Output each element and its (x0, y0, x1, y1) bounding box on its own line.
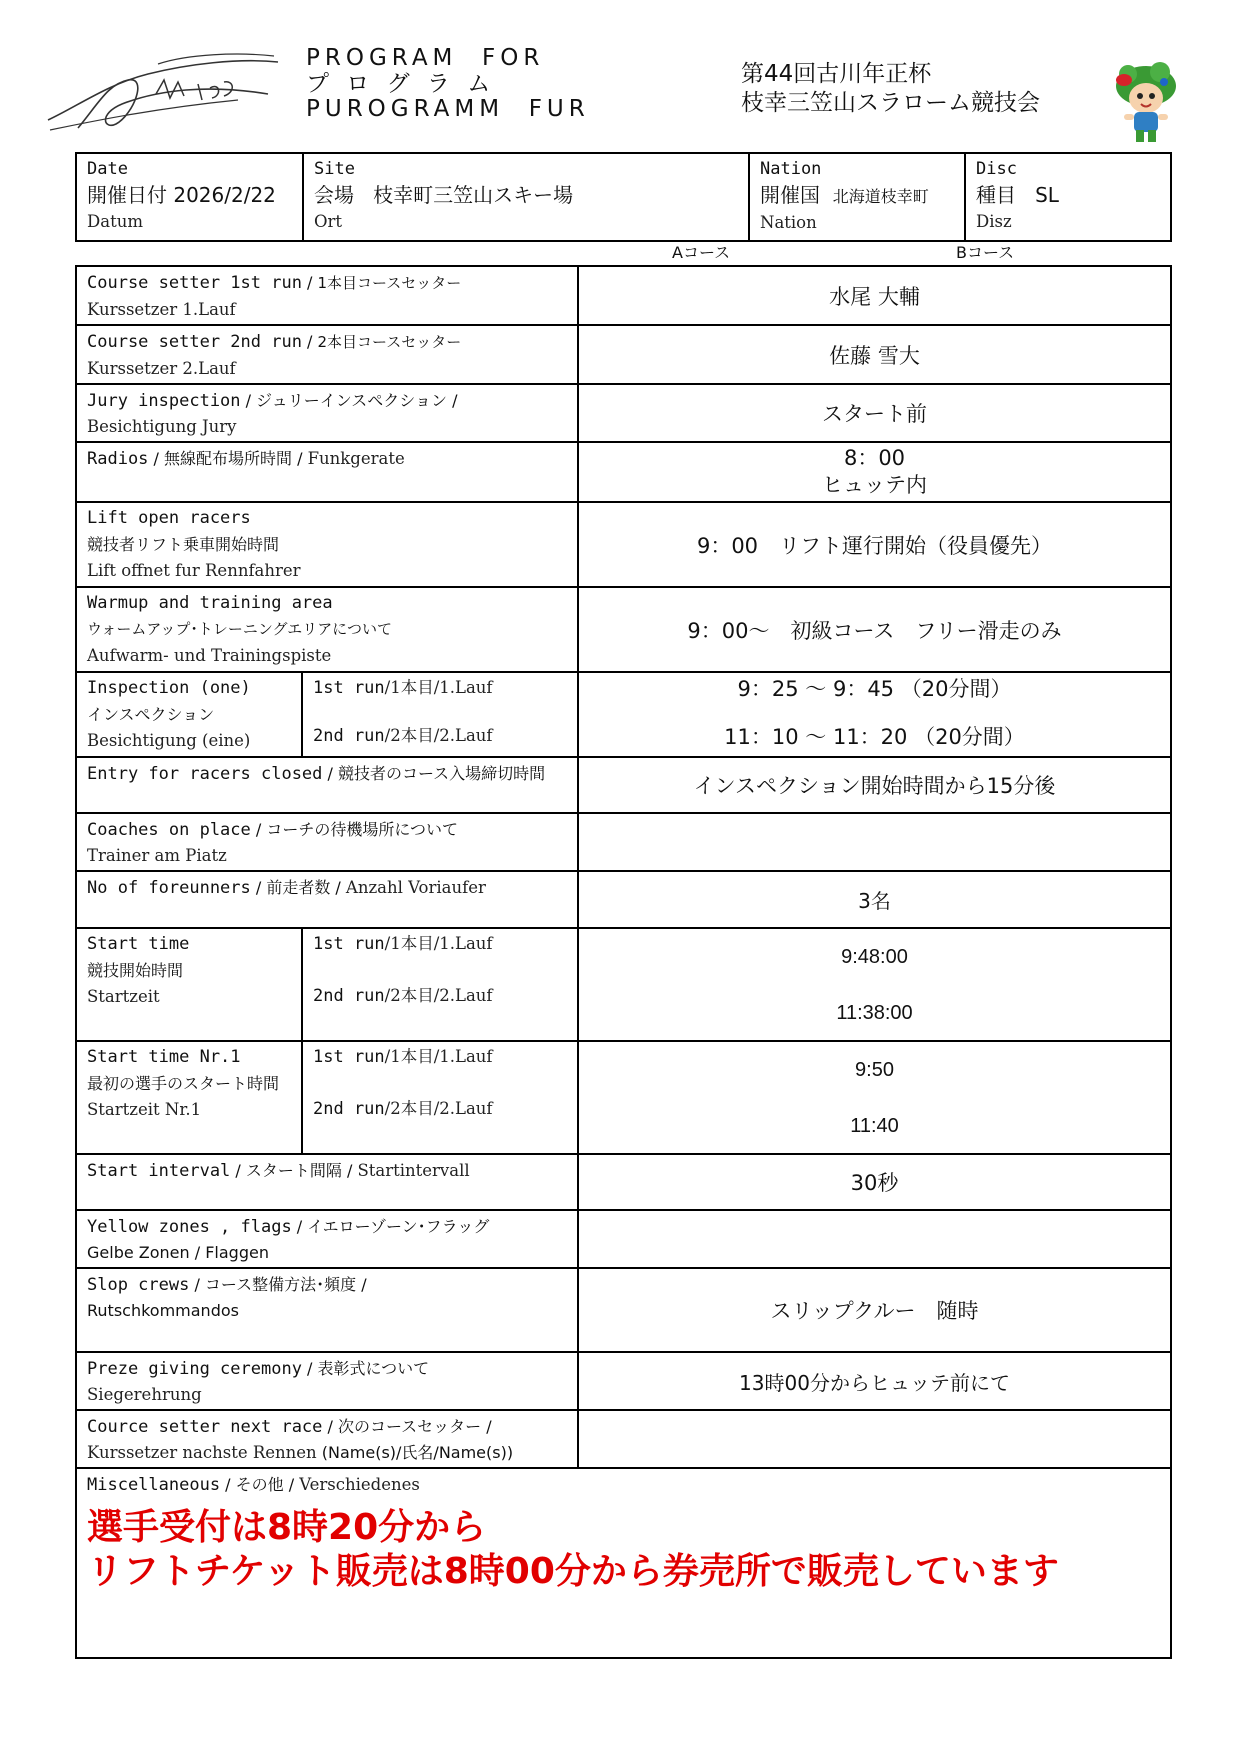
start-nr1-run2-sub: /2本目/2.Lauf (384, 1099, 493, 1118)
interval-de: Startintervall (357, 1161, 470, 1180)
interval-ja: スタート間隔 (245, 1161, 342, 1180)
row-interval: Start interval / スタート間隔 / Startintervall 30秒 (76, 1154, 1171, 1210)
setter2-de: Kurssetzer 2.Lauf (87, 359, 236, 378)
start-nr1-de: Startzeit Nr.1 (87, 1100, 202, 1119)
slip-value: スリップクルー 随時 (578, 1268, 1171, 1352)
row-lift (76, 502, 1171, 587)
date-label-de: Datum (87, 212, 143, 231)
event-info-table (75, 152, 1172, 242)
radios-de: Funkgerate (307, 449, 405, 468)
row-prize: Preze giving ceremony / 表彰式について Siegerehrung 13時00分からヒュッテ前にて (76, 1352, 1171, 1410)
yellow-en: Yellow zones , flags (87, 1217, 292, 1237)
row-yellow: Yellow zones , flags / イエローゾーン･フラッグ Gelbe Zonen / Flaggen (76, 1210, 1171, 1268)
interval-en: Start interval (87, 1161, 231, 1181)
start-nr1-run1-sub: /1本目/1.Lauf (384, 1047, 493, 1066)
entry-value: インスペクション開始時間から15分後 (578, 757, 1171, 813)
setter1-en: Course setter 1st run (87, 273, 302, 293)
disc-label-en: Disc (976, 159, 1017, 179)
disc-cell (965, 153, 1171, 241)
event-title-line1: 第44回古川年正杯 (741, 61, 932, 87)
row-setter1: Course setter 1st run / 1本目コースセッター Kurssetzer 1.Lauf 水尾 大輔 (76, 266, 1171, 325)
next-setter-de: Kurssetzer nachste Rennen (87, 1443, 317, 1462)
nation-cell (749, 153, 965, 241)
inspection-run2: 2nd run (313, 726, 385, 746)
misc-note-reception: 選手受付は8時20分から (87, 1507, 487, 1548)
nation-label-de: Nation (760, 213, 817, 232)
lift-en: Lift open racers (87, 508, 251, 528)
date-label-ja: 開催日付 (87, 183, 167, 207)
inspection-value-run2: 11：10 ～ 11：20 （20分間） (724, 725, 1025, 749)
inspection-value-run1: 9：25 ～ 9：45 （20分間） (737, 677, 1012, 701)
prize-value: 13時00分からヒュッテ前にて (578, 1352, 1171, 1410)
start-nr1-value-run1: 9:50 (855, 1058, 894, 1081)
lift-value: 9：00 リフト運行開始（役員優先） (578, 502, 1171, 587)
coaches-value (578, 813, 1171, 871)
start-time-ja: 競技開始時間 (87, 961, 184, 980)
row-setter2: Course setter 2nd run / 2本目コースセッター Kurssetzer 2.Lauf 佐藤 雪大 (76, 325, 1171, 384)
forerunners-ja: 前走者数 (266, 878, 331, 897)
site-label-ja: 会場 (314, 183, 354, 207)
row-start-time (76, 928, 1171, 1041)
slip-en: Slop crews (87, 1275, 190, 1295)
start-nr1-value-run2: 11:40 (850, 1114, 899, 1137)
misc-notes (87, 1506, 1160, 1594)
mascot-icon (1108, 60, 1184, 146)
start-nr1-run1: 1st run (313, 1047, 385, 1067)
disc-value: SL (1035, 183, 1059, 207)
start-time-run2: 2nd run (313, 986, 385, 1006)
program-line-ja: プ ロ グ ラ ム (306, 70, 496, 97)
row-start-nr1 (76, 1041, 1171, 1154)
site-cell (303, 153, 749, 241)
setter2-value: 佐藤 雪大 (578, 325, 1171, 384)
lift-ja: 競技者リフト乗車開始時間 (87, 535, 280, 554)
slip-ja: コース整備方法･頻度 (204, 1275, 357, 1294)
inspection-run2-sub: /2本目/2.Lauf (384, 726, 493, 745)
program-title (306, 46, 590, 123)
misc-note-lift-ticket: リフトチケット販売は8時00分から券売所で販売しています (87, 1551, 1059, 1592)
setter1-value: 水尾 大輔 (578, 266, 1171, 325)
start-nr1-ja: 最初の選手のスタート時間 (87, 1074, 280, 1093)
prize-en: Preze giving ceremony (87, 1359, 302, 1379)
inspection-run1: 1st run (313, 678, 385, 698)
radios-en: Radios (87, 449, 149, 469)
warmup-en: Warmup and training area (87, 593, 333, 613)
misc-en: Miscellaneous (87, 1475, 221, 1495)
site-label-en: Site (314, 159, 355, 179)
inspection-run1-sub: /1本目/1.Lauf (384, 678, 493, 697)
lift-de: Lift offnet fur Rennfahrer (87, 561, 301, 580)
row-next-setter: Cource setter next race / 次のコースセッター / Kurssetzer nachste Rennen (Name(s)/氏名/Name(s)) (76, 1410, 1171, 1468)
start-time-en: Start time (87, 934, 190, 954)
start-time-value (578, 928, 1171, 1041)
date-cell (76, 153, 303, 241)
row-inspection (76, 672, 1171, 757)
misc-ja: その他 (235, 1475, 284, 1494)
radios-value-time: 8：00 (843, 446, 906, 470)
radios-value (578, 442, 1171, 502)
row-radios: Radios / 無線配布場所時間 / Funkgerate 8：00 ヒュッテ内 (76, 442, 1171, 502)
misc-de: Verschiedenes (299, 1475, 420, 1494)
jury-value: スタート前 (578, 384, 1171, 442)
yellow-value (578, 1210, 1171, 1268)
event-title-line2: 枝幸三笠山スラローム競技会 (741, 90, 1040, 116)
coaches-ja: コーチの待機場所について (266, 820, 459, 839)
start-nr1-run2: 2nd run (313, 1099, 385, 1119)
slip-de: Rutschkommandos (87, 1301, 239, 1320)
coaches-en: Coaches on place (87, 820, 251, 840)
signature-icon (38, 44, 290, 144)
jury-en: Jury inspection (87, 391, 241, 411)
date-value: 2026/2/22 (173, 183, 276, 207)
start-time-run1: 1st run (313, 934, 385, 954)
row-forerunners: No of foreunners / 前走者数 / Anzahl Voriaufer 3名 (76, 871, 1171, 928)
setter1-de: Kurssetzer 1.Lauf (87, 300, 236, 319)
setter1-ja: 1本目コースセッター (317, 274, 462, 292)
nation-label-en: Nation (760, 159, 822, 179)
start-time-run1-sub: /1本目/1.Lauf (384, 934, 493, 953)
jury-ja: ジュリーインスペクション (256, 391, 447, 410)
entry-ja: 競技者のコース入場締切時間 (337, 764, 546, 783)
inspection-de: Besichtigung (eine) (87, 731, 251, 750)
prize-ja: 表彰式について (317, 1359, 430, 1378)
program-table (75, 265, 1172, 1659)
program-line-de: PUROGRAMM FUR (306, 96, 590, 122)
start-time-run2-sub: /2本目/2.Lauf (384, 986, 493, 1005)
coaches-de: Trainer am Piatz (87, 846, 227, 865)
warmup-value: 9：00～ 初級コース フリー滑走のみ (578, 587, 1171, 672)
warmup-ja: ウォームアップ･トレーニングエリアについて (87, 620, 392, 638)
date-label-en: Date (87, 159, 128, 179)
yellow-ja: イエローゾーン･フラッグ (307, 1217, 490, 1236)
start-time-value-run1: 9:48:00 (841, 945, 908, 968)
yellow-de: Gelbe Zonen / Flaggen (87, 1243, 269, 1262)
prize-de: Siegerehrung (87, 1385, 202, 1404)
start-nr1-value (578, 1041, 1171, 1154)
course-b-label: Bコース (956, 243, 1015, 262)
forerunners-value: 3名 (578, 871, 1171, 928)
disc-label-de: Disz (976, 212, 1012, 231)
row-misc: Miscellaneous / その他 / Verschiedenes 選手受付は8時20分から リフトチケット販売は8時00分から券売所で販売しています (76, 1468, 1171, 1658)
site-value: 枝幸町三笠山スキー場 (373, 183, 574, 207)
row-jury: Jury inspection / ジュリーインスペクション / Besichtigung Jury スタート前 (76, 384, 1171, 442)
inspection-ja: インスペクション (87, 705, 215, 724)
entry-en: Entry for racers closed (87, 764, 323, 784)
warmup-de: Aufwarm- und Trainingspiste (87, 646, 332, 665)
start-nr1-en: Start time Nr.1 (87, 1047, 241, 1067)
inspection-value (578, 672, 1171, 757)
setter2-en: Course setter 2nd run (87, 332, 302, 352)
inspection-en: Inspection (one) (87, 678, 251, 698)
forerunners-en: No of foreunners (87, 878, 251, 898)
nation-value: 北海道枝幸町 (832, 187, 929, 206)
site-label-de: Ort (314, 212, 343, 231)
setter2-ja: 2本目コースセッター (317, 333, 462, 351)
disc-label-ja: 種目 (976, 183, 1016, 207)
interval-value: 30秒 (578, 1154, 1171, 1210)
forerunners-de: Anzahl Voriaufer (345, 878, 486, 897)
jury-de: Besichtigung Jury (87, 417, 237, 436)
row-entry: Entry for racers closed / 競技者のコース入場締切時間 インスペクション開始時間から15分後 (76, 757, 1171, 813)
next-setter-ja: 次のコースセッター (337, 1417, 482, 1436)
radios-ja: 無線配布場所時間 (163, 449, 292, 468)
radios-value-place: ヒュッテ内 (822, 473, 927, 497)
next-setter-de2: (Name(s)/氏名/Name(s)) (321, 1443, 514, 1462)
next-setter-en: Cource setter next race (87, 1417, 323, 1437)
course-a-label: Aコース (672, 243, 731, 262)
next-setter-value (578, 1410, 1171, 1468)
program-line-en: PROGRAM FOR (306, 45, 545, 71)
start-time-value-run2: 11:38:00 (836, 1001, 913, 1024)
nation-label-ja: 開催国 (760, 183, 820, 207)
event-title (741, 60, 1040, 118)
start-time-de: Startzeit (87, 987, 160, 1006)
row-slip: Slop crews / コース整備方法･頻度 / Rutschkommandos スリップクルー 随時 (76, 1268, 1171, 1352)
row-warmup (76, 587, 1171, 672)
row-coaches: Coaches on place / コーチの待機場所について Trainer am Piatz (76, 813, 1171, 871)
